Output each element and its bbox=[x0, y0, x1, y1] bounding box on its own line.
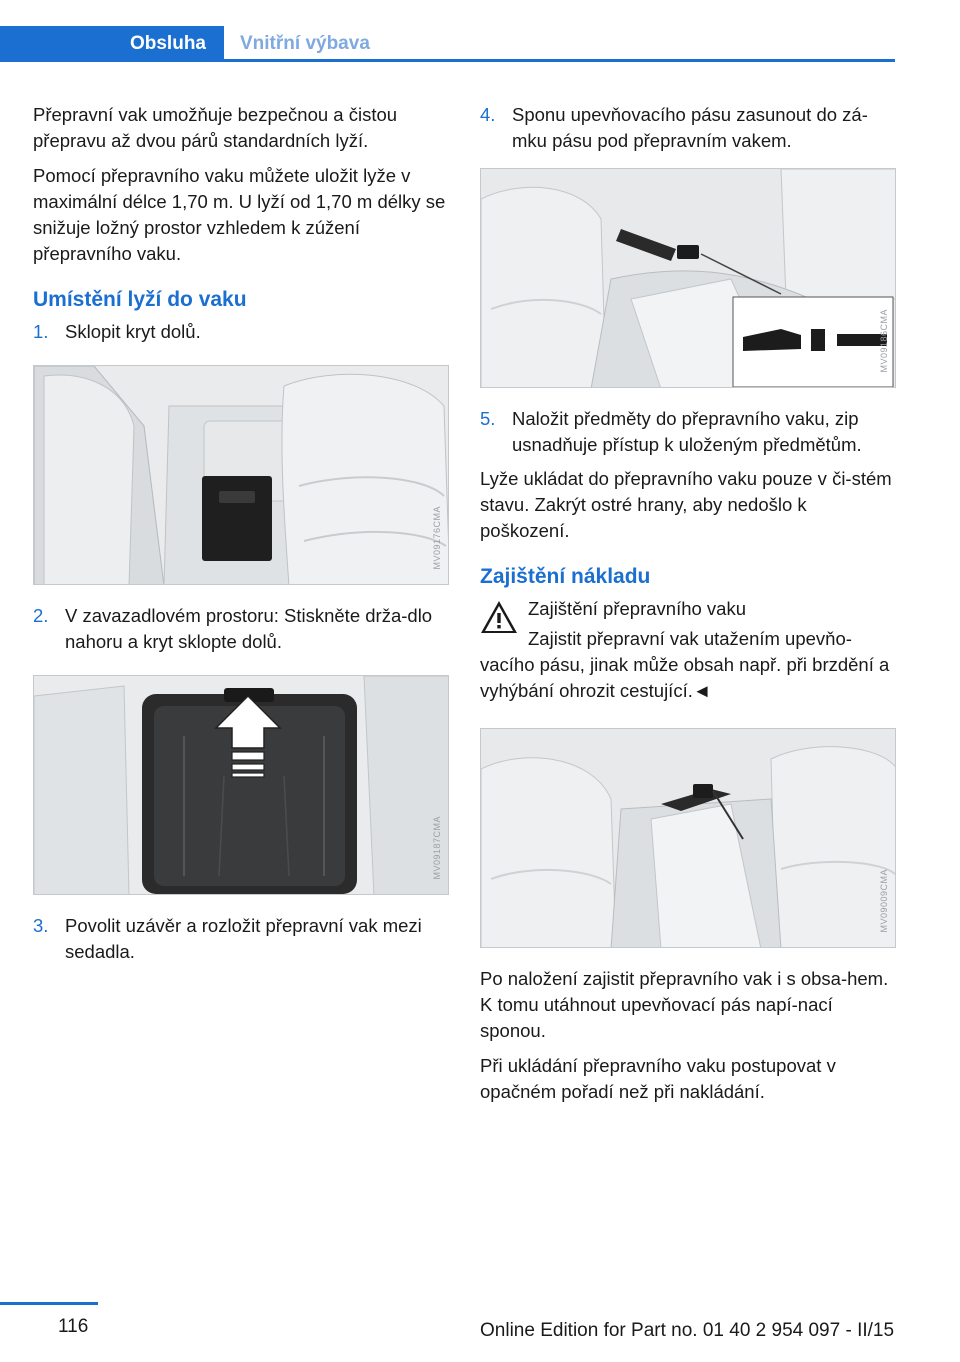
figure-code: MV09009CMA bbox=[879, 869, 889, 933]
step-text: V zavazadlovém prostoru: Stiskněte drža‐dlo nahoru a kryt sklopte dolů. bbox=[65, 605, 433, 652]
step-text: Naložit předměty do přepravního vaku, zip usnadňuje přístup k uloženým předmětům. bbox=[512, 408, 862, 455]
section-heading-ski-placement: Umístění lyží do vaku bbox=[33, 288, 247, 311]
figure-code: MV09186CMA bbox=[879, 309, 889, 373]
step-text: Sklopit kryt dolů. bbox=[65, 321, 201, 342]
intro-paragraph-1: Přepravní vak umožňuje bezpečnou a čistou přepravu až dvou párů standardních lyží. bbox=[33, 104, 398, 151]
step-number: 4. bbox=[480, 104, 496, 125]
step-5 bbox=[480, 406, 898, 458]
step-number: 3. bbox=[33, 915, 49, 936]
paragraph-after-loading: Po naložení zajistit přepravního vak i s obsa‐hem. K tomu utáhnout upevňovací pás napí‐nací sponou. bbox=[480, 968, 889, 1041]
right-column bbox=[480, 102, 898, 1114]
tab-obsluha[interactable]: Obsluha bbox=[0, 26, 224, 62]
footer-rule bbox=[0, 1302, 98, 1305]
intro-paragraph-2: Pomocí přepravního vaku můžete uložit lyže v maximální délce 1,70 m. U lyží od 1,70 m délky se snižuje ložný prostor vzhledem k zúžení přepravního vaku. bbox=[33, 165, 446, 264]
paragraph-unloading: Při ukládání přepravního vaku postupovat v opačném pořadí než při nakládání. bbox=[480, 1055, 836, 1102]
seat-cover-illustration bbox=[34, 366, 449, 585]
section-heading-load-securing: Zajištění nákladu bbox=[480, 565, 651, 588]
warning-body: Zajistit přepravní vak utažením upevňo‐vacího pásu, jinak může obsah např. při brzdění a vyhýbání ohrozit cestující.◄ bbox=[480, 628, 890, 701]
figure-code: MV09187CMA bbox=[432, 816, 442, 880]
step-3 bbox=[33, 913, 451, 965]
figure-trunk-handle bbox=[33, 675, 449, 895]
tab-vnitrni-vybava[interactable]: Vnitřní výbava bbox=[224, 26, 895, 62]
step-text: Sponu upevňovacího pásu zasunout do zá‐mku pásu pod přepravním vakem. bbox=[512, 104, 868, 151]
left-column bbox=[33, 102, 451, 973]
warning-triangle-icon bbox=[480, 600, 518, 634]
step-4 bbox=[480, 102, 898, 154]
tab-underline bbox=[224, 59, 895, 62]
footer-edition: Online Edition for Part no. 01 40 2 954 097 - II/15 bbox=[480, 1320, 895, 1341]
step-1 bbox=[33, 319, 451, 345]
paragraph-clean-skis: Lyže ukládat do přepravního vaku pouze v či‐stém stavu. Zakrýt ostré hrany, aby nedošlo k poškození. bbox=[480, 468, 892, 541]
figure-code: MV09176CMA bbox=[432, 506, 442, 570]
figure-seat-cover bbox=[33, 365, 449, 585]
trunk-handle-illustration bbox=[34, 676, 449, 895]
warning-title: Zajištění přepravního vaku bbox=[528, 598, 747, 619]
belt-buckle-illustration bbox=[481, 169, 896, 388]
page-number: 116 bbox=[58, 1316, 89, 1337]
step-number: 2. bbox=[33, 605, 49, 626]
header-tabs bbox=[0, 0, 895, 62]
step-text: Povolit uzávěr a rozložit přepravní vak mezi sedadla. bbox=[65, 915, 422, 962]
step-number: 5. bbox=[480, 408, 496, 429]
figure-belt-buckle bbox=[480, 168, 896, 388]
tightened-strap-illustration bbox=[481, 729, 896, 948]
figure-tightened-strap bbox=[480, 728, 896, 948]
warning-block bbox=[480, 596, 898, 622]
step-2 bbox=[33, 603, 451, 655]
step-number: 1. bbox=[33, 321, 49, 342]
